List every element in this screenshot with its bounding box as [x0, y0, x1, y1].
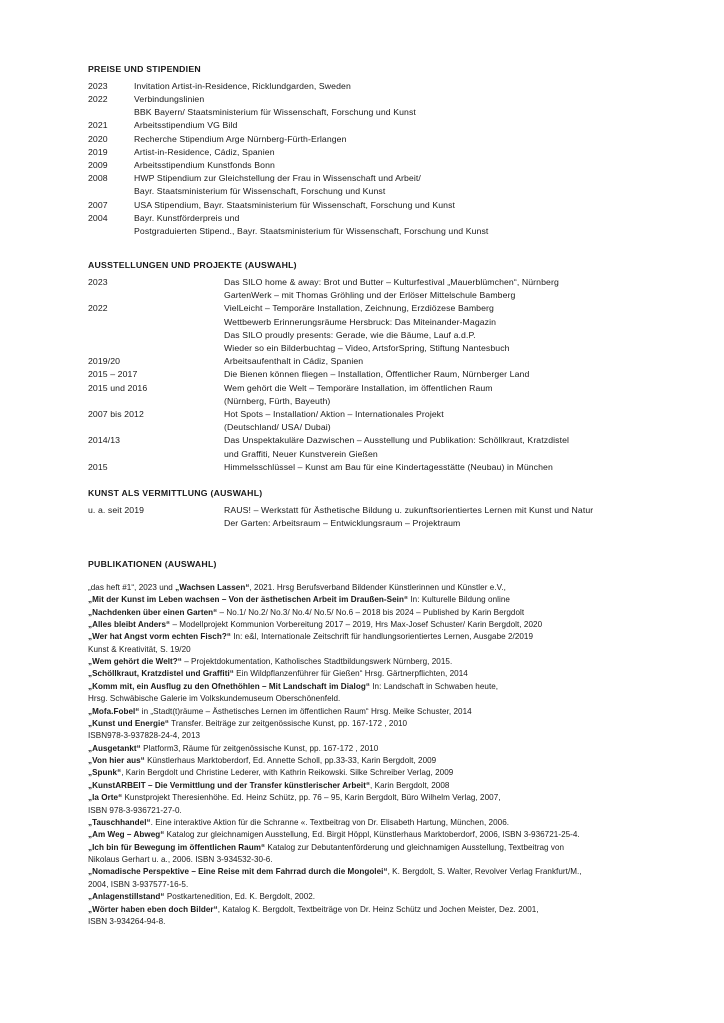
publication-title: „Kunst und Energie“	[88, 718, 169, 728]
publication-title: „Nomadische Perspektive – Eine Reise mit dem Fahrrad durch die Mongolei“	[88, 867, 388, 877]
entry-text: Die Bienen können fliegen – Installation, Öffentlicher Raum, Nürnberger Land	[224, 369, 530, 380]
entry-text: Hot Spots – Installation/ Aktion – Internationales Projekt	[224, 408, 444, 419]
publication-line	[88, 693, 662, 705]
publication-title: „Am Weg – Abweg“	[88, 830, 165, 840]
publication-line	[88, 582, 662, 594]
publication-detail: ISBN978-3-937828-24-4, 2013	[88, 731, 201, 741]
entry-row	[88, 517, 662, 530]
publication-title: „Ausgetankt“	[88, 743, 141, 753]
publication-line	[88, 842, 662, 854]
entry-text: HWP Stipendium zur Gleichstellung der Frau in Wissenschaft und Arbeit/	[134, 173, 421, 184]
section-heading-mediation: KUNST ALS VERMITTLUNG (AUSWAHL)	[88, 487, 263, 498]
entry-row	[88, 289, 662, 302]
publication-detail: Platform3, Räume für zeitgenössische Kunst, pp. 167-172 , 2010	[140, 743, 379, 753]
entry-row	[88, 212, 662, 225]
entry-year: 2015	[88, 461, 108, 472]
publication-title: „Wachsen Lassen“	[175, 582, 250, 592]
publication-title: „la Orte“	[88, 793, 123, 803]
entry-year: 2007	[88, 199, 108, 210]
entry-text: (Nürnberg, Fürth, Bayeuth)	[224, 395, 331, 406]
entry-text: Verbindungslinien	[134, 93, 205, 104]
publication-detail: ISBN 978-3-936721-27-0.	[88, 805, 182, 815]
publication-title: „Ich bin für Bewegung im öffentlichen Raum“	[88, 842, 266, 852]
entry-row	[88, 434, 662, 447]
publication-line	[88, 817, 662, 829]
entry-row	[88, 159, 662, 172]
publication-line	[88, 706, 662, 718]
entry-text: BBK Bayern/ Staatsministerium für Wissenschaft, Forschung und Kunst	[134, 107, 416, 118]
publication-line	[88, 780, 662, 792]
entry-row	[88, 382, 662, 395]
publication-line	[88, 866, 662, 878]
publication-detail: Künstlerhaus Marktoberdorf, Ed. Annette Scholl, pp.33-33, Karin Bergdolt, 2009	[144, 756, 437, 766]
publication-detail: – Projektdokumentation, Katholisches Stadtbildungswerk Nürnberg, 2015.	[181, 657, 453, 667]
entry-text: Himmelsschlüssel – Kunst am Bau für eine Kindertagesstätte (Neubau) in München	[224, 461, 553, 472]
entry-row	[88, 146, 662, 159]
publication-line	[88, 718, 662, 730]
section-awards	[88, 64, 662, 238]
section-mediation	[88, 488, 662, 530]
entry-year: 2009	[88, 159, 108, 170]
entry-year: 2021	[88, 120, 108, 131]
entry-row	[88, 355, 662, 368]
publication-line	[88, 594, 662, 606]
entry-text: USA Stipendium, Bayr. Staatsministerium für Wissenschaft, Forschung und Kunst	[134, 199, 456, 210]
entry-row	[88, 199, 662, 212]
entry-year: 2014/13	[88, 435, 121, 446]
entry-text: Invitation Artist-in-Residence, Ricklundgarden, Sweden	[134, 80, 351, 91]
entry-row	[88, 80, 662, 93]
publication-line	[88, 743, 662, 755]
publication-detail: in „Stadt(t)räume – Ästhetisches Lernen im öffentlichen Raum“ Hrsg. Meike Schuster, 2014	[139, 706, 472, 716]
entry-text: RAUS! – Werkstatt für Ästhetische Bildung u. zukunftsorientiertes Lernen mit Kunst und Natur	[224, 504, 594, 515]
publication-line	[88, 656, 662, 668]
publication-line	[88, 631, 662, 643]
publication-detail: In: Landschaft in Schwaben heute,	[369, 681, 499, 691]
entry-row	[88, 172, 662, 185]
spacer	[88, 552, 662, 559]
section-heading-awards: PREISE UND STIPENDIEN	[88, 64, 201, 74]
entry-row	[88, 395, 662, 408]
entry-row	[88, 106, 662, 119]
section-publications	[88, 559, 662, 928]
entry-text: Wieder so ein Bilderbuchtag – Video, ArtsforSpring, Stiftung Nantesbuch	[224, 342, 510, 353]
entry-row	[88, 316, 662, 329]
entry-year: 2022	[88, 303, 108, 314]
publication-line	[88, 607, 662, 619]
entry-row	[88, 408, 662, 421]
entry-text: Wettbewerb Erinnerungsräume Hersbruck: Das Miteinander-Magazin	[224, 316, 497, 327]
entry-row	[88, 93, 662, 106]
entry-row	[88, 448, 662, 461]
entry-text: Bayr. Staatsministerium für Wissenschaft, Forschung und Kunst	[134, 186, 386, 197]
publication-detail: , Karin Bergdolt und Christine Lederer, with Kathrin Reikowski. Silke Schreiber Verlag, 2009	[121, 768, 454, 778]
publication-title: „Nachdenken über einen Garten“	[88, 607, 218, 617]
entry-year: 2020	[88, 133, 108, 144]
entry-text: (Deutschland/ USA/ Dubai)	[224, 422, 331, 433]
publication-line	[88, 879, 662, 891]
publication-detail: Transfer. Beiträge zur zeitgenössische Kunst, pp. 167-172 , 2010	[169, 718, 408, 728]
entry-text: und Graffiti, Neuer Kunstverein Gießen	[224, 448, 378, 459]
spacer	[88, 238, 662, 260]
publication-line	[88, 891, 662, 903]
publication-line	[88, 668, 662, 680]
publication-line	[88, 730, 662, 742]
publication-line	[88, 619, 662, 631]
entry-row	[88, 133, 662, 146]
publication-detail: Kunstprojekt Theresienhöhe. Ed. Heinz Schütz, pp. 76 – 95, Karin Bergdolt, Büro Wilhelm Verlag, 2007,	[122, 793, 501, 803]
publication-title: „Mofa.Fobel“	[88, 706, 140, 716]
publication-title: „Schöllkraut, Kratzdistel und Graffiti“	[88, 669, 234, 679]
publication-line	[88, 792, 662, 804]
entry-text: Wem gehört die Welt – Temporäre Installation, im öffentlichen Raum	[224, 382, 493, 393]
entry-text: Arbeitsaufenthalt in Cádiz, Spanien	[224, 356, 364, 367]
publication-line	[88, 755, 662, 767]
mediation-entries	[88, 504, 662, 530]
entry-row	[88, 342, 662, 355]
publication-line	[88, 681, 662, 693]
entry-text: Das Unspektakuläre Dazwischen – Ausstellung und Publikation: Schöllkraut, Kratzdistel	[224, 435, 570, 446]
publication-title: „KunstARBEIT – Die Vermittlung und der Transfer künstlerischer Arbeit“	[88, 780, 371, 790]
publication-detail: Katalog zur Debutantenförderung und gleichnamigen Ausstellung, Textbeitrag von	[265, 842, 565, 852]
entry-text: Postgraduierten Stipend., Bayr. Staatsministerium für Wissenschaft, Forschung und Kunst	[134, 225, 489, 236]
publication-detail: , Katalog K. Bergdolt, Textbeiträge von Dr. Heinz Schütz und Jochen Meister, Dez. 2001,	[217, 904, 539, 914]
publication-line	[88, 916, 662, 928]
publication-title: „Anlagenstillstand“	[88, 892, 165, 902]
publication-title: „Wörter haben eben doch Bilder“	[88, 904, 218, 914]
spacer	[88, 474, 662, 488]
publication-line	[88, 644, 662, 656]
publication-title: „Komm mit, ein Ausflug zu den Ofnethöhlen – Mit Landschaft im Dialog“	[88, 681, 370, 691]
publication-line	[88, 854, 662, 866]
publication-detail: In: Kulturelle Bildung online	[408, 595, 510, 605]
publication-title: „Mit der Kunst im Leben wachsen – Von der ästhetischen Arbeit im Draußen-Sein“	[88, 595, 409, 605]
publication-title: „Spunk“	[88, 768, 122, 778]
entry-text: Das SILO home & away: Brot und Butter – Kulturfestival „Mauerblümchen“, Nürnberg	[224, 276, 559, 287]
entry-text: Bayr. Kunstförderpreis und	[134, 212, 240, 223]
publication-detail: Katalog zur gleichnamigen Ausstellung, Ed. Birgit Höppl, Künstlerhaus Marktoberdorf, 2006, ISBN 3-936721-25-4.	[164, 830, 580, 840]
entry-row	[88, 185, 662, 198]
publication-title: „Von hier aus“	[88, 756, 145, 766]
publications-entries	[88, 582, 662, 929]
entry-text: VielLeicht – Temporäre Installation, Zeichnung, Erzdiözese Bamberg	[224, 303, 494, 314]
publication-detail: . Eine interaktive Aktion für die Schranne «. Textbeitrag von Dr. Elisabeth Hartung, München, 2006.	[150, 817, 510, 827]
awards-entries	[88, 80, 662, 238]
publication-detail: ISBN 3-934264-94-8.	[88, 916, 166, 926]
publication-detail: , Karin Bergdolt, 2008	[370, 780, 450, 790]
entry-year: 2004	[88, 212, 108, 223]
publication-detail: Kunst & Kreativität, S. 19/20	[88, 644, 191, 654]
entry-text: GartenWerk – mit Thomas Gröhling und der Erlöser Mittelschule Bamberg	[224, 290, 516, 301]
entry-year: 2007 bis 2012	[88, 408, 144, 419]
entry-row	[88, 368, 662, 381]
publication-line	[88, 767, 662, 779]
entry-row	[88, 276, 662, 289]
entry-year: 2015 und 2016	[88, 382, 148, 393]
entry-year: 2015 – 2017	[88, 369, 138, 380]
entry-year: 2022	[88, 93, 108, 104]
entry-text: Arbeitsstipendium Kunstfonds Bonn	[134, 159, 275, 170]
publication-line	[88, 829, 662, 841]
publication-detail: „das heft #1“, 2023 und	[88, 582, 176, 592]
publication-detail: Nikolaus Gerhart u. a., 2006. ISBN 3-934532-30-6.	[88, 855, 273, 865]
publication-detail: Hrsg. Schwäbische Galerie im Volkskundemuseum Oberschönenfeld.	[88, 694, 341, 704]
entry-row	[88, 302, 662, 315]
entry-row	[88, 421, 662, 434]
entry-year: 2008	[88, 173, 108, 184]
entry-year: 2019	[88, 146, 108, 157]
publication-detail: Postkartenedition, Ed. K. Bergdolt, 2002.	[164, 892, 316, 902]
publication-title: „Wem gehört die Welt?“	[88, 657, 182, 667]
publication-detail: Ein Wildpflanzenführer für Gießen“ Hrsg. Gärtnerpflichten, 2014	[233, 669, 468, 679]
entry-text: Der Garten: Arbeitsraum – Entwicklungsraum – Projektraum	[224, 517, 461, 528]
entry-year: 2019/20	[88, 356, 121, 367]
entry-row	[88, 461, 662, 474]
publication-title: „Wer hat Angst vorm echten Fisch?“	[88, 632, 231, 642]
entry-text: Das SILO proudly presents: Gerade, wie die Bäume, Lauf a.d.P.	[224, 329, 476, 340]
entry-text: Artist-in-Residence, Cádiz, Spanien	[134, 146, 275, 157]
exhibitions-entries	[88, 276, 662, 473]
publication-title: „Alles bleibt Anders“	[88, 619, 171, 629]
entry-year: u. a. seit 2019	[88, 504, 145, 515]
section-exhibitions	[88, 260, 662, 473]
publication-line	[88, 805, 662, 817]
spacer	[88, 530, 662, 552]
section-heading-exhibitions: AUSSTELLUNGEN UND PROJEKTE (AUSWAHL)	[88, 260, 297, 271]
publication-detail: – Modellprojekt Kommunion Vorbereitung 2017 – 2019, Hrs Max-Josef Schuster/ Karin Bergdolt, 2020	[170, 619, 543, 629]
entry-text: Arbeitsstipendium VG Bild	[134, 120, 238, 131]
spacer	[88, 575, 662, 582]
publication-detail: 2004, ISBN 3-937577-16-5.	[88, 879, 189, 889]
entry-text: Recherche Stipendium Arge Nürnberg-Fürth-Erlangen	[134, 133, 347, 144]
publication-detail: , 2021. Hrsg Berufsverband Bildender Künstlerinnen und Künstler e.V.,	[249, 582, 506, 592]
entry-row	[88, 225, 662, 238]
entry-year: 2023	[88, 80, 108, 91]
entry-row	[88, 504, 662, 517]
publication-detail: In: e&l, Internationale Zeitschrift für handlungsorientiertes Lernen, Ausgabe 2/2019	[230, 632, 534, 642]
publication-title: „Tauschhandel“	[88, 817, 151, 827]
publication-detail: – No.1/ No.2/ No.3/ No.4/ No.5/ No.6 – 2018 bis 2024 – Published by Karin Bergdolt	[217, 607, 525, 617]
publication-detail: , K. Bergdolt, S. Walter, Revolver Verlag Frankfurt/M.,	[387, 867, 582, 877]
entry-row	[88, 329, 662, 342]
entry-year: 2023	[88, 276, 108, 287]
entry-row	[88, 119, 662, 132]
publication-line	[88, 904, 662, 916]
section-heading-publications: PUBLIKATIONEN (AUSWAHL)	[88, 559, 217, 570]
